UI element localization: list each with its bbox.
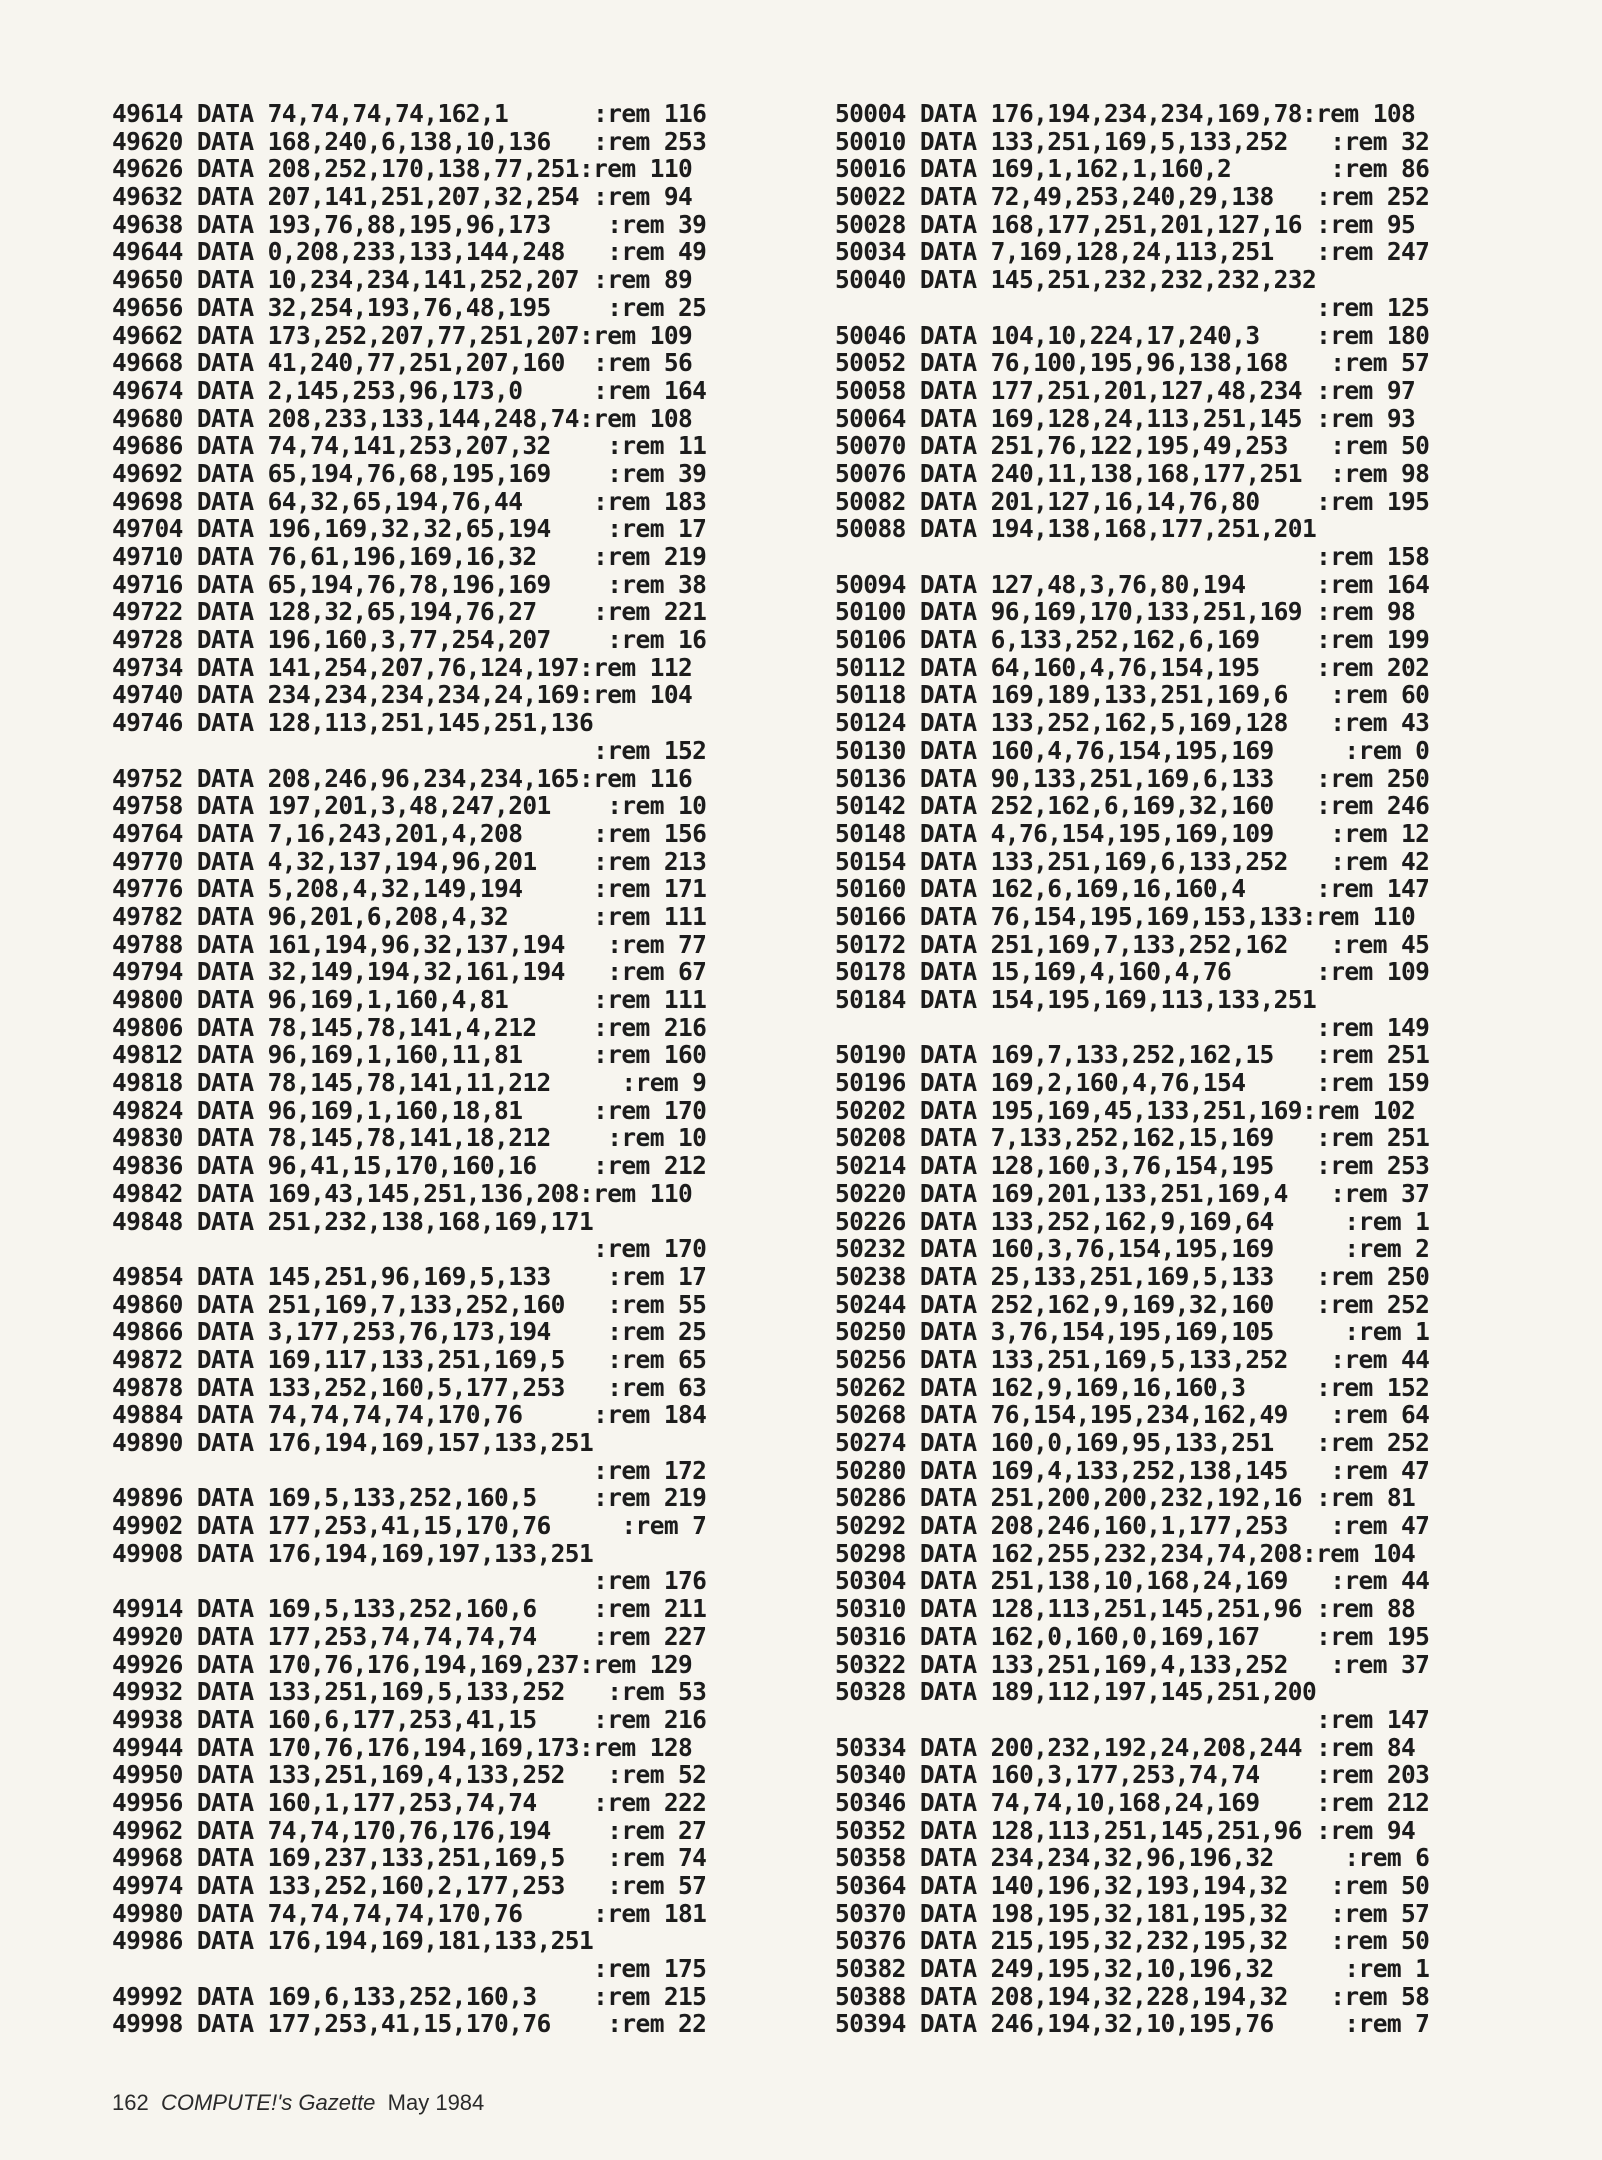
listing-line: 49974 DATA 133,252,160,2,177,253 :rem 57	[112, 1871, 707, 1900]
listing-line: 50076 DATA 240,11,138,168,177,251 :rem 98	[835, 458, 1430, 488]
listing-column-right	[835, 100, 1535, 2038]
listing-line: 49722 DATA 128,32,65,194,76,27 :rem 221	[112, 597, 707, 627]
listing-line: 50286 DATA 251,200,200,232,192,16 :rem 81	[835, 1483, 1416, 1513]
listing-line: 49896 DATA 169,5,133,252,160,5 :rem 219	[112, 1483, 707, 1513]
listing-line: 49992 DATA 169,6,133,252,160,3 :rem 215	[112, 1981, 707, 2011]
listing-line: 49686 DATA 74,74,141,253,207,32 :rem 11	[112, 431, 707, 461]
listing-line: 50184 DATA 154,195,169,113,133,251	[835, 985, 1317, 1014]
listing-line: 49842 DATA 169,43,145,251,136,208:rem 110	[112, 1178, 693, 1208]
listing-line: 50358 DATA 234,234,32,96,196,32 :rem 6	[835, 1843, 1430, 1873]
listing-line: 50082 DATA 201,127,16,14,76,80 :rem 195	[835, 486, 1430, 516]
listing-line: 50112 DATA 64,160,4,76,154,195 :rem 202	[835, 652, 1430, 682]
listing-line: 50058 DATA 177,251,201,127,48,234 :rem 97	[835, 375, 1416, 405]
listing-line: 50304 DATA 251,138,10,168,24,169 :rem 44	[835, 1566, 1430, 1596]
listing-line: 49674 DATA 2,145,253,96,173,0 :rem 164	[112, 375, 707, 405]
listing-line: 50124 DATA 133,252,162,5,169,128 :rem 43	[835, 708, 1430, 738]
listing-line: 50094 DATA 127,48,3,76,80,194 :rem 164	[835, 569, 1430, 599]
listing-line: 49872 DATA 169,117,133,251,169,5 :rem 65	[112, 1344, 707, 1374]
listing-line: 49644 DATA 0,208,233,133,144,248 :rem 49	[112, 237, 707, 267]
listing-line: 49932 DATA 133,251,169,5,133,252 :rem 53	[112, 1677, 707, 1707]
listing-line: 49986 DATA 176,194,169,181,133,251	[112, 1926, 594, 1956]
listing-line: 49662 DATA 173,252,207,77,251,207:rem 109	[112, 320, 693, 350]
listing-line: 50100 DATA 96,169,170,133,251,169 :rem 98	[835, 597, 1416, 627]
listing-line: 49830 DATA 78,145,78,141,18,212 :rem 10	[112, 1123, 707, 1153]
listing-line: 49734 DATA 141,254,207,76,124,197:rem 112	[112, 652, 693, 682]
listing-line: 49770 DATA 4,32,137,194,96,201 :rem 213	[112, 846, 707, 876]
listing-line: 50064 DATA 169,128,24,113,251,145 :rem 93	[835, 403, 1416, 433]
listing-line: 49926 DATA 170,76,176,194,169,237:rem 129	[112, 1649, 693, 1679]
listing-line: 50154 DATA 133,251,169,6,133,252 :rem 42	[835, 846, 1430, 876]
listing-line: 50004 DATA 176,194,234,234,169,78:rem 108	[835, 99, 1416, 128]
listing-line: 49794 DATA 32,149,194,32,161,194 :rem 67	[112, 957, 707, 987]
listing-line: 50208 DATA 7,133,252,162,15,169 :rem 251	[835, 1123, 1430, 1153]
listing-line: 49962 DATA 74,74,170,76,176,194 :rem 27	[112, 1815, 707, 1845]
listing-line: 49728 DATA 196,160,3,77,254,207 :rem 16	[112, 625, 707, 655]
listing-line: 50052 DATA 76,100,195,96,138,168 :rem 57	[835, 348, 1430, 378]
page-footer	[112, 2090, 484, 2116]
listing-line: 50388 DATA 208,194,32,228,194,32 :rem 58	[835, 1981, 1430, 2011]
listing-line: 49914 DATA 169,5,133,252,160,6 :rem 211	[112, 1594, 707, 1624]
listing-line: 50196 DATA 169,2,160,4,76,154 :rem 159	[835, 1068, 1430, 1098]
listing-line: 50220 DATA 169,201,133,251,169,4 :rem 37	[835, 1178, 1430, 1208]
listing-line: 50340 DATA 160,3,177,253,74,74 :rem 203	[835, 1760, 1430, 1790]
listing-line: 50394 DATA 246,194,32,10,195,76 :rem 7	[835, 2009, 1430, 2039]
listing-line: 49890 DATA 176,194,169,157,133,251	[112, 1428, 594, 1457]
listing-line: 50316 DATA 162,0,160,0,169,167 :rem 195	[835, 1621, 1430, 1651]
listing-line: 49902 DATA 177,253,41,15,170,76 :rem 7	[112, 1511, 707, 1541]
page-number: 162	[112, 2090, 149, 2115]
listing-line: 50148 DATA 4,76,154,195,169,109 :rem 12	[835, 818, 1430, 848]
listing-line: 49950 DATA 133,251,169,4,133,252 :rem 52	[112, 1760, 707, 1790]
listing-line: 50250 DATA 3,76,154,195,169,105 :rem 1	[835, 1317, 1430, 1347]
listing-line: 50046 DATA 104,10,224,17,240,3 :rem 180	[835, 320, 1430, 350]
listing-line: 49836 DATA 96,41,15,170,160,16 :rem 212	[112, 1151, 707, 1181]
listing-line: 50142 DATA 252,162,6,169,32,160 :rem 246	[835, 791, 1430, 821]
listing-line: 49680 DATA 208,233,133,144,248,74:rem 108	[112, 403, 693, 433]
listing-line: 49710 DATA 76,61,196,169,16,32 :rem 219	[112, 542, 707, 571]
listing-line: 50070 DATA 251,76,122,195,49,253 :rem 50	[835, 431, 1430, 461]
listing-line: 50322 DATA 133,251,169,4,133,252 :rem 37	[835, 1649, 1430, 1679]
listing-line: 49614 DATA 74,74,74,74,162,1 :rem 116	[112, 99, 707, 128]
listing-line: 49758 DATA 197,201,3,48,247,201 :rem 10	[112, 791, 707, 821]
listing-line: 49944 DATA 170,76,176,194,169,173:rem 128	[112, 1732, 693, 1762]
listing-line: 49956 DATA 160,1,177,253,74,74 :rem 222	[112, 1787, 707, 1817]
listing-line: 49698 DATA 64,32,65,194,76,44 :rem 183	[112, 486, 707, 516]
listing-line: 49740 DATA 234,234,234,234,24,169:rem 104	[112, 680, 693, 710]
listing-line: 50268 DATA 76,154,195,234,162,49 :rem 64	[835, 1400, 1430, 1430]
listing-line: :rem 125	[835, 292, 1430, 322]
issue-date: May 1984	[387, 2090, 485, 2115]
listing-line: 49866 DATA 3,177,253,76,173,194 :rem 25	[112, 1317, 707, 1347]
listing-line: 50172 DATA 251,169,7,133,252,162 :rem 45	[835, 929, 1430, 959]
listing-line: 50280 DATA 169,4,133,252,138,145 :rem 47	[835, 1455, 1430, 1485]
listing-line: 49632 DATA 207,141,251,207,32,254 :rem 94	[112, 182, 693, 212]
listing-line: 49980 DATA 74,74,74,74,170,76 :rem 181	[112, 1898, 707, 1928]
listing-line: :rem 172	[112, 1455, 707, 1485]
listing-line: 49656 DATA 32,254,193,76,48,195 :rem 25	[112, 292, 707, 322]
listing-line: 50232 DATA 160,3,76,154,195,169 :rem 2	[835, 1234, 1430, 1264]
listing-line: 49878 DATA 133,252,160,5,177,253 :rem 63	[112, 1372, 707, 1402]
listing-line: 49998 DATA 177,253,41,15,170,76 :rem 22	[112, 2009, 707, 2039]
listing-line: 49776 DATA 5,208,4,32,149,194 :rem 171	[112, 874, 707, 904]
listing-line: 50178 DATA 15,169,4,160,4,76 :rem 109	[835, 957, 1430, 987]
listing-line: :rem 152	[112, 735, 707, 765]
listing-line: 49788 DATA 161,194,96,32,137,194 :rem 77	[112, 929, 707, 959]
listing-line: 50016 DATA 169,1,162,1,160,2 :rem 86	[835, 154, 1430, 184]
listing-line: 49920 DATA 177,253,74,74,74,74 :rem 227	[112, 1621, 707, 1651]
listing-line: 50346 DATA 74,74,10,168,24,169 :rem 212	[835, 1787, 1430, 1817]
listing-line: 50310 DATA 128,113,251,145,251,96 :rem 88	[835, 1594, 1416, 1624]
listing-line: 50190 DATA 169,7,133,252,162,15 :rem 251	[835, 1040, 1430, 1070]
listing-line: 49764 DATA 7,16,243,201,4,208 :rem 156	[112, 818, 707, 848]
listing-column-left	[112, 100, 812, 2038]
listing-line: 49704 DATA 196,169,32,32,65,194 :rem 17	[112, 514, 707, 544]
listing-line: 49854 DATA 145,251,96,169,5,133 :rem 17	[112, 1261, 707, 1291]
listing-line: 50010 DATA 133,251,169,5,133,252 :rem 32	[835, 126, 1430, 156]
listing-line: 50352 DATA 128,113,251,145,251,96 :rem 94	[835, 1815, 1416, 1845]
listing-line: 50202 DATA 195,169,45,133,251,169:rem 102	[835, 1095, 1416, 1125]
listing-line: :rem 175	[112, 1954, 707, 1984]
listing-line: 49908 DATA 176,194,169,197,133,251	[112, 1538, 594, 1568]
listing-line: 50364 DATA 140,196,32,193,194,32 :rem 50	[835, 1871, 1430, 1900]
listing-line: 49626 DATA 208,252,170,138,77,251:rem 110	[112, 154, 693, 184]
listing-line: 50238 DATA 25,133,251,169,5,133 :rem 250	[835, 1261, 1430, 1291]
listing-line: 49620 DATA 168,240,6,138,10,136 :rem 253	[112, 126, 707, 156]
listing-line: 50160 DATA 162,6,169,16,160,4 :rem 147	[835, 874, 1430, 904]
listing-line: 49752 DATA 208,246,96,234,234,165:rem 116	[112, 763, 693, 793]
listing-line: 50274 DATA 160,0,169,95,133,251 :rem 252	[835, 1428, 1430, 1457]
listing-line: 49824 DATA 96,169,1,160,18,81 :rem 170	[112, 1095, 707, 1125]
listing-line: 49746 DATA 128,113,251,145,251,136	[112, 708, 594, 738]
listing-line: 50376 DATA 215,195,32,232,195,32 :rem 50	[835, 1926, 1430, 1956]
listing-line: 50136 DATA 90,133,251,169,6,133 :rem 250	[835, 763, 1430, 793]
listing-line: 50262 DATA 162,9,169,16,160,3 :rem 152	[835, 1372, 1430, 1402]
listing-line: 49806 DATA 78,145,78,141,4,212 :rem 216	[112, 1012, 707, 1042]
listing-line: 49638 DATA 193,76,88,195,96,173 :rem 39	[112, 209, 707, 239]
listing-line: 50256 DATA 133,251,169,5,133,252 :rem 44	[835, 1344, 1430, 1374]
listing-line: 50292 DATA 208,246,160,1,177,253 :rem 47	[835, 1511, 1430, 1541]
listing-line: :rem 147	[835, 1704, 1430, 1734]
listing-line: 50226 DATA 133,252,162,9,169,64 :rem 1	[835, 1206, 1430, 1236]
listing-line: 49650 DATA 10,234,234,141,252,207 :rem 89	[112, 265, 693, 295]
listing-line: 50334 DATA 200,232,192,24,208,244 :rem 84	[835, 1732, 1416, 1762]
listing-line: 50214 DATA 128,160,3,76,154,195 :rem 253	[835, 1151, 1430, 1181]
publication-name: COMPUTE!'s Gazette	[160, 2090, 376, 2115]
listing-line: :rem 158	[835, 542, 1430, 571]
listing-line: 50328 DATA 189,112,197,145,251,200	[835, 1677, 1317, 1707]
listing-line: 49938 DATA 160,6,177,253,41,15 :rem 216	[112, 1704, 707, 1734]
listing-line: 49716 DATA 65,194,76,78,196,169 :rem 38	[112, 569, 707, 599]
listing-line: 50022 DATA 72,49,253,240,29,138 :rem 252	[835, 182, 1430, 212]
listing-line: 50166 DATA 76,154,195,169,153,133:rem 110	[835, 901, 1416, 931]
listing-line: 50382 DATA 249,195,32,10,196,32 :rem 1	[835, 1954, 1430, 1984]
listing-line: 50106 DATA 6,133,252,162,6,169 :rem 199	[835, 625, 1430, 655]
listing-line: 50118 DATA 169,189,133,251,169,6 :rem 60	[835, 680, 1430, 710]
listing-line: 49800 DATA 96,169,1,160,4,81 :rem 111	[112, 985, 707, 1014]
listing-line: 49692 DATA 65,194,76,68,195,169 :rem 39	[112, 458, 707, 488]
listing-line: 49818 DATA 78,145,78,141,11,212 :rem 9	[112, 1068, 707, 1098]
listing-line: 50298 DATA 162,255,232,234,74,208:rem 104	[835, 1538, 1416, 1568]
listing-line: 49812 DATA 96,169,1,160,11,81 :rem 160	[112, 1040, 707, 1070]
listing-line: 50088 DATA 194,138,168,177,251,201	[835, 514, 1317, 544]
listing-line: :rem 176	[112, 1566, 707, 1596]
listing-line: 50034 DATA 7,169,128,24,113,251 :rem 247	[835, 237, 1430, 267]
listing-line: :rem 149	[835, 1012, 1430, 1042]
listing-line: 49668 DATA 41,240,77,251,207,160 :rem 56	[112, 348, 693, 378]
listing-line: :rem 170	[112, 1234, 707, 1264]
listing-line: 49860 DATA 251,169,7,133,252,160 :rem 55	[112, 1289, 707, 1319]
listing-line: 50130 DATA 160,4,76,154,195,169 :rem 0	[835, 735, 1430, 765]
listing-line: 50244 DATA 252,162,9,169,32,160 :rem 252	[835, 1289, 1430, 1319]
listing-line: 49848 DATA 251,232,138,168,169,171	[112, 1206, 594, 1236]
listing-line: 50028 DATA 168,177,251,201,127,16 :rem 95	[835, 209, 1416, 239]
listing-line: 49968 DATA 169,237,133,251,169,5 :rem 74	[112, 1843, 707, 1873]
listing-line: 49782 DATA 96,201,6,208,4,32 :rem 111	[112, 901, 707, 931]
listing-line: 50370 DATA 198,195,32,181,195,32 :rem 57	[835, 1898, 1430, 1928]
listing-line: 49884 DATA 74,74,74,74,170,76 :rem 184	[112, 1400, 707, 1430]
listing-line: 50040 DATA 145,251,232,232,232,232	[835, 265, 1317, 295]
